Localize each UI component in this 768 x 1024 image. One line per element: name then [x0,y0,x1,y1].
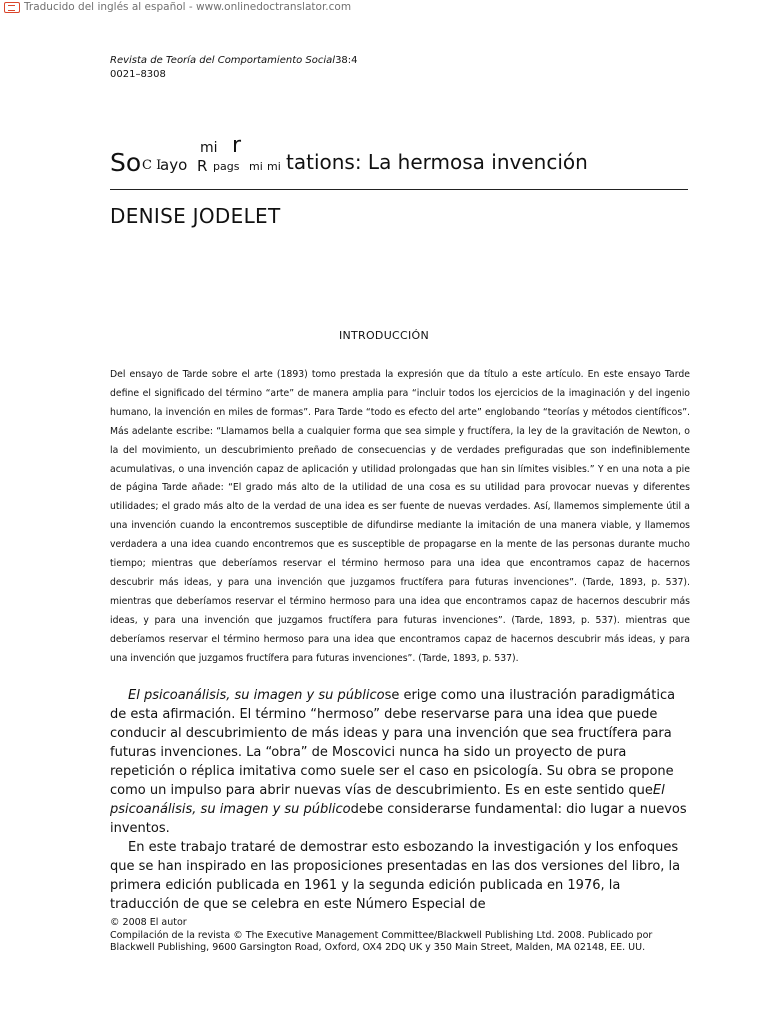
journal-header [110,54,358,82]
translation-banner[interactable] [4,0,351,14]
section-heading: INTRODUCCIÓN [338,329,430,342]
copyright-footer [110,917,688,955]
title-fragment: mi [249,160,263,173]
title-fragment: C I [142,158,162,173]
title-fragment: mi [200,140,218,156]
translation-banner-text[interactable]: Traducido del inglés al español - www.onlinedoctranslator.com [24,1,352,13]
copyright-line: © 2008 El autor [110,917,187,928]
title-fragment: R [197,157,208,175]
title-fragment: So [110,148,142,177]
title-fragment: pags [213,160,240,173]
article-title [110,130,690,190]
journal-name: Revista de Teoría del Comportamiento Social [110,55,336,66]
title-divider [110,189,688,190]
paragraph-text: debe considerarse fundamental: dio lugar a nuevos inventos. [110,802,687,836]
book-title-italic: El psicoanálisis, su imagen y su público [128,688,385,703]
book-title-italic: El psicoanálisis, su imagen y su público [110,783,665,817]
title-fragment: tations: La hermosa invención [286,150,588,174]
body-text [110,686,688,914]
body-paragraph: En este trabajo trataré de demostrar esto esbozando la investigación y los enfoques que se han inspirado en las proposiciones presentadas en las dos versiones del libro, la primera edición publicada en 1961 y la segunda edición publicada en 1976, la traducción de que se celebra en este Número Especial de [110,840,681,912]
author-name: DENISE JODELET [110,204,281,228]
paragraph-text: se erige como una ilustración paradigmática de esta afirmación. El término “hermoso” debe reservarse para una idea que puede conducir al descubrimiento de más ideas y para una invención que sea fructífera para futuras invenciones. La “obra” de Moscovici nunca ha sido un proyecto de pura repetición o réplica imitativa como suele ser el caso en psicología. Su obra se propone como un impulso para abrir nuevas vías de descubrimiento. Es en este sentido que [110,688,676,798]
publisher-line: Compilación de la revista © The Executive Management Committee/Blackwell Publishing Ltd. 2008. Publicado por Blackwell Publishing, 9600 Garsington Road, Oxford, OX4 2DQ UK y 350 Main Street, Malden, MA 02148, EE. UU. [110,929,653,953]
abstract-text: Del ensayo de Tarde sobre el arte (1893) tomo prestada la expresión que da título a este artículo. En este ensayo Tarde define el significado del término “arte” de manera amplia para “incluir todos los ejercicios de la imaginación y del ingenio humano, la invención en miles de formas”. Para Tarde “todo es efecto del arte” englobando “teorías y métodos científicos”. Más adelante escribe: “Llamamos bella a cualquier forma que sea simple y fructífera, la ley de la gravitación de Newton, o la del movimiento, un descubrimiento preñado de consecuencias y de verdades prefiguradas que son indefiniblemente acumulativas, o una invención capaz de aplicación y utilidad prolongadas que han sin límites visibles.” Y en una nota a pie de página Tarde añade: “El grado más alto de la utilidad de una cosa es su utilidad para provocar nuevas y diferentes utilidades; el grado más alto de la verdad de una idea es ser fuente de nuevas verdades. Así, llamemos simplemente útil a una invención cuando la encontremos susceptible de difundirse mediante la imitación de una manera viable, y llamemos verdadera a una idea cuando encontremos que es susceptible de propagarse en la mente de las personas durante mucho tiempo; mientras que deberíamos reservar el término hermoso para una idea que encontramos capaz de hacernos descubrir más ideas, y para una invención que juzgamos fructífera para futuras invenciones”. (Tarde, 1893, p. 537). mientras que deberíamos reservar el término hermoso para una idea que encontramos capaz de hacernos descubrir más ideas, y para una invención que juzgamos fructífera para futuras invenciones”. (Tarde, 1893, p. 537). mientras que deberíamos reservar el término hermoso para una idea que encontramos capaz de hacernos descubrir más ideas, y para una invención que juzgamos fructífera para futuras invenciones”. (Tarde, 1893, p. 537). [110,369,690,664]
title-fragment: ayo [160,156,188,174]
body-paragraph [110,686,688,838]
title-fragment: mi [267,160,281,173]
document-translate-icon [4,2,20,13]
journal-issue: 38:4 [335,55,358,66]
journal-issn: 0021–8308 [110,69,166,80]
title-fragment: r [232,133,242,158]
